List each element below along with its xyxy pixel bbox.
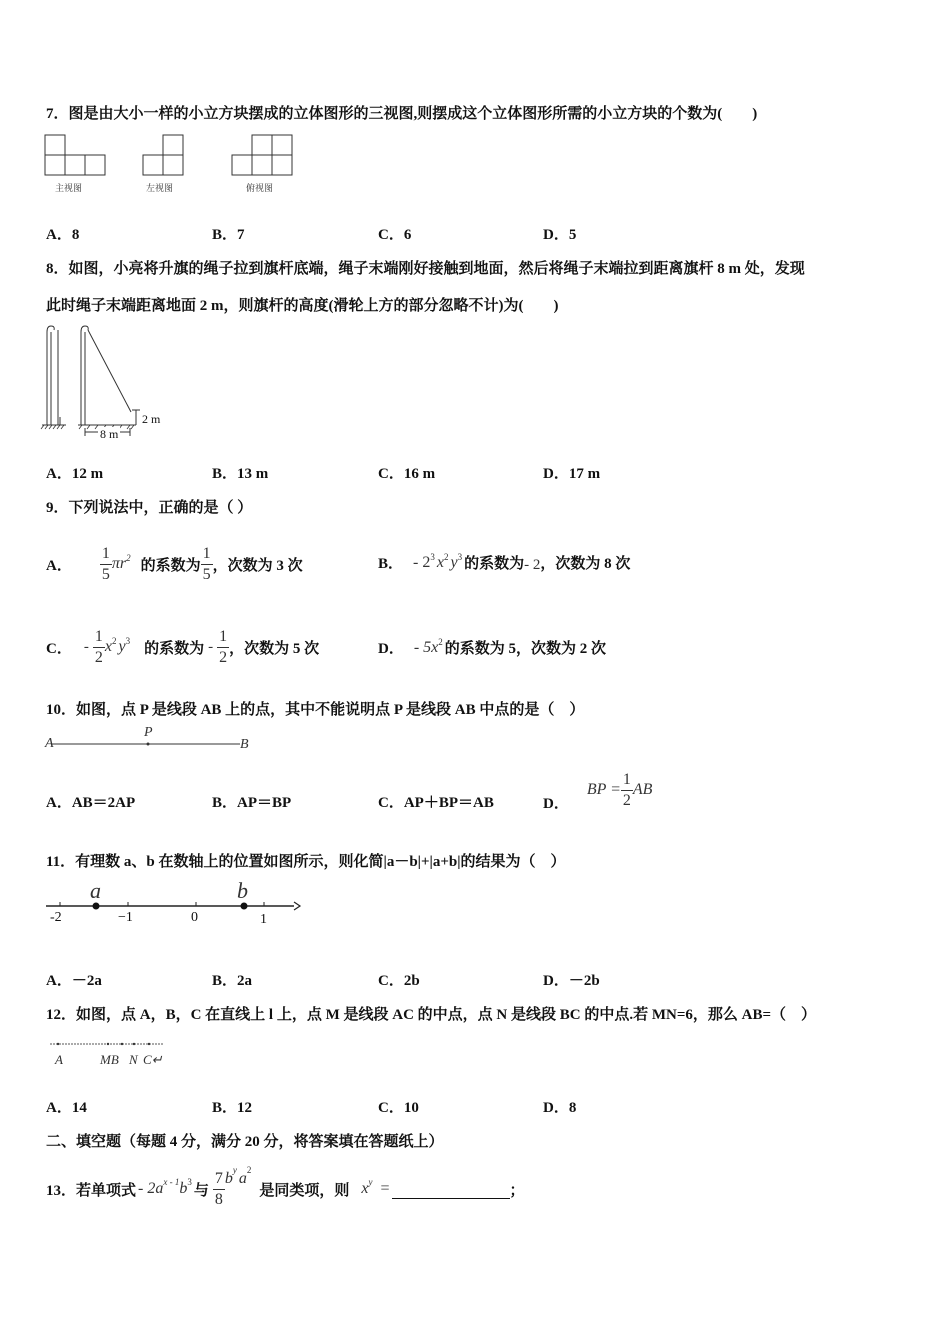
q9-c-x: x <box>104 638 112 655</box>
q9-a-mid: 的系数为 <box>140 557 201 574</box>
q9-a-exponent: 2 <box>126 553 131 563</box>
q9-b-exp2: 2 <box>443 551 449 562</box>
q11-tick-1: 1 <box>260 912 267 927</box>
q13-end: ； <box>509 1182 525 1199</box>
q10-label-p: P <box>144 725 153 740</box>
q10-d-label: D． <box>543 795 569 812</box>
q9-b-exp3: 3 <box>457 551 463 562</box>
left-view-caption: 左视图 <box>146 184 174 194</box>
q7-option-c[interactable]: C．6 <box>378 227 412 243</box>
q9-d-label: D． <box>378 641 404 657</box>
q11-tick-neg1: −1 <box>118 910 133 925</box>
q9-c-label: C． <box>46 640 72 657</box>
q13-ans-x: x <box>361 1180 369 1197</box>
q9-b-label: B． <box>378 556 404 572</box>
q13-tail: 是同类项，则 <box>259 1182 350 1199</box>
q9-text: 9．下列说法中，正确的是（ ） <box>46 500 253 516</box>
q12-line-figure <box>46 1036 176 1052</box>
q12-option-d[interactable]: D．8 <box>543 1100 577 1116</box>
q10-option-a[interactable]: A．AB＝2AP <box>46 795 136 811</box>
q8-option-d[interactable]: D．17 m <box>543 466 601 482</box>
q10-d-left: BP = <box>586 781 621 798</box>
q9-b-tail: ，次数为 8 次 <box>540 556 631 572</box>
q13-exp2-b: y <box>232 1165 237 1175</box>
q9-c-tail: ，次数为 5 次 <box>229 640 320 657</box>
front-view-figure <box>45 135 105 175</box>
q13-ans-eq: = <box>380 1180 390 1197</box>
point-p-dot <box>147 743 150 746</box>
q9-a-expr: πr <box>111 555 127 572</box>
q11-tick-0: 0 <box>191 910 198 925</box>
q13-label: 13．若单项式 <box>46 1182 137 1199</box>
q11-option-c[interactable]: C．2b <box>378 973 420 989</box>
q8-figure-label-2m: 2 m <box>142 412 161 426</box>
q7-option-d[interactable]: D．5 <box>543 227 577 243</box>
q13-expr2-b: b <box>224 1170 233 1187</box>
q13-expr1: - 2a <box>138 1180 164 1197</box>
q7-text: 7．图是由大小一样的小立方块摆成的立体图形的三视图,则摆成这个立体图形所需的小立方块的个数为( ) <box>46 106 758 122</box>
q8-option-b[interactable]: B．13 m <box>212 466 269 482</box>
q12-option-b[interactable]: B．12 <box>212 1100 253 1116</box>
q13-answer-blank[interactable] <box>392 1180 510 1199</box>
q10-d-right: AB <box>632 781 653 798</box>
q9-b-mid: 的系数为 <box>464 556 525 572</box>
section2-heading: 二、填空题（每题 4 分，满分 20 分，将答案填在答题纸上） <box>46 1134 444 1150</box>
q13-expr2-a: a <box>238 1170 247 1187</box>
q10-label-a: A <box>45 736 54 751</box>
q12-label-mb: MB <box>100 1052 119 1067</box>
top-view-figure <box>232 135 292 175</box>
q8-figure-label-8m: 8 m <box>100 427 119 441</box>
q9-c-coef-sign: - <box>208 638 214 655</box>
q10-option-c[interactable]: C．AP＋BP＝AB <box>378 795 494 811</box>
q8-option-c[interactable]: C．16 m <box>378 466 436 482</box>
q9-c-fraction: $\frac{1}{2}$ <box>94 627 103 666</box>
q11-label-b: b <box>237 878 248 903</box>
q10-d-fraction: $\frac{1}{2}$ <box>622 770 631 809</box>
q9-b-expr-pre: - 2 <box>413 553 431 571</box>
q10-label-b: B <box>240 737 249 752</box>
q7-option-b[interactable]: B．7 <box>212 227 245 243</box>
q9-a-fraction: $\frac{1}{5}$ <box>101 544 110 583</box>
q9-c-exp2: 3 <box>125 636 131 646</box>
q9-d-exp: 2 <box>438 636 443 647</box>
q9-option-d[interactable] <box>378 637 606 658</box>
q11-label-a: a <box>90 878 101 903</box>
left-view-figure <box>143 135 183 175</box>
q9-option-b[interactable] <box>378 552 630 573</box>
q8-text-line2: 此时绳子末端距离地面 2 m，则旗杆的高度(滑轮上方的部分忽略不计)为( ) <box>46 298 559 314</box>
q11-tick-neg2: -2 <box>50 910 62 925</box>
q11-option-d[interactable]: D．－2b <box>543 973 600 989</box>
q12-label-c: C↵ <box>143 1052 163 1067</box>
q12-text: 12．如图，点 A，B，C 在直线上 l 上，点 M 是线段 AC 的中点，点 N 是线段 BC 的中点.若 MN=6，那么 AB=（ ） <box>46 1007 817 1023</box>
q12-option-c[interactable]: C．10 <box>378 1100 419 1116</box>
q9-option-c[interactable] <box>46 614 319 680</box>
q9-c-sign: - <box>83 638 89 655</box>
q12-label-a: A <box>55 1052 63 1067</box>
q9-b-y: y <box>450 553 458 571</box>
q9-a-label: A． <box>46 557 72 574</box>
q9-c-mid: 的系数为 <box>144 640 205 657</box>
q13-exp1: x - 1 <box>163 1177 180 1187</box>
front-view-caption: 主视图 <box>55 184 83 194</box>
q11-option-b[interactable]: B．2a <box>212 973 253 989</box>
q10-option-b[interactable]: B．AP＝BP <box>212 795 292 811</box>
q9-b-coef: - 2 <box>524 557 541 573</box>
q9-c-y: y <box>118 638 126 655</box>
q8-option-a[interactable]: A．12 m <box>46 466 104 482</box>
q9-option-a[interactable] <box>46 531 303 597</box>
q9-d-tail: 的系数为 5，次数为 2 次 <box>444 641 607 657</box>
q13-expr1-b: b <box>179 1180 188 1197</box>
q10-segment-figure <box>44 726 264 756</box>
q13-fraction: $\frac{7}{8}$ <box>214 1169 223 1208</box>
q13-text <box>46 1156 525 1222</box>
q13-ans-exp: y <box>368 1177 373 1187</box>
q10-option-d[interactable] <box>543 765 652 815</box>
q9-c-coef-fraction: $\frac{1}{2}$ <box>219 627 228 666</box>
q7-option-a[interactable]: A．8 <box>46 227 80 243</box>
q11-option-a[interactable]: A．－2a <box>46 973 102 989</box>
q9-b-x: x <box>436 553 444 571</box>
q8-text-line1: 8．如图，小亮将升旗的绳子拉到旗杆底端，绳子末端刚好接触到地面，然后将绳子末端拉到距离旗杆 8 m 处，发现 <box>46 261 805 277</box>
q9-b-exp1: 3 <box>430 551 435 562</box>
q9-c-exp1: 2 <box>111 636 117 646</box>
q11-text: 11．有理数 a、b 在数轴上的位置如图所示，则化简|a－b|+|a+b|的结果为（ ） <box>46 854 566 870</box>
q9-a-coef-fraction: $\frac{1}{5}$ <box>202 544 211 583</box>
q12-label-n: N <box>129 1052 138 1067</box>
q13-exp2-a: 2 <box>246 1165 252 1175</box>
q9-d-expr: - 5x <box>413 638 439 656</box>
q12-option-a[interactable]: A．14 <box>46 1100 87 1116</box>
q13-exp1-b: 3 <box>187 1177 192 1187</box>
top-view-caption: 俯视图 <box>246 184 274 194</box>
q10-text: 10．如图，点 P 是线段 AB 上的点，其中不能说明点 P 是线段 AB 中点的是（ ） <box>46 702 585 718</box>
q9-a-tail: ，次数为 3 次 <box>212 557 303 574</box>
q13-mid: 与 <box>193 1182 209 1199</box>
